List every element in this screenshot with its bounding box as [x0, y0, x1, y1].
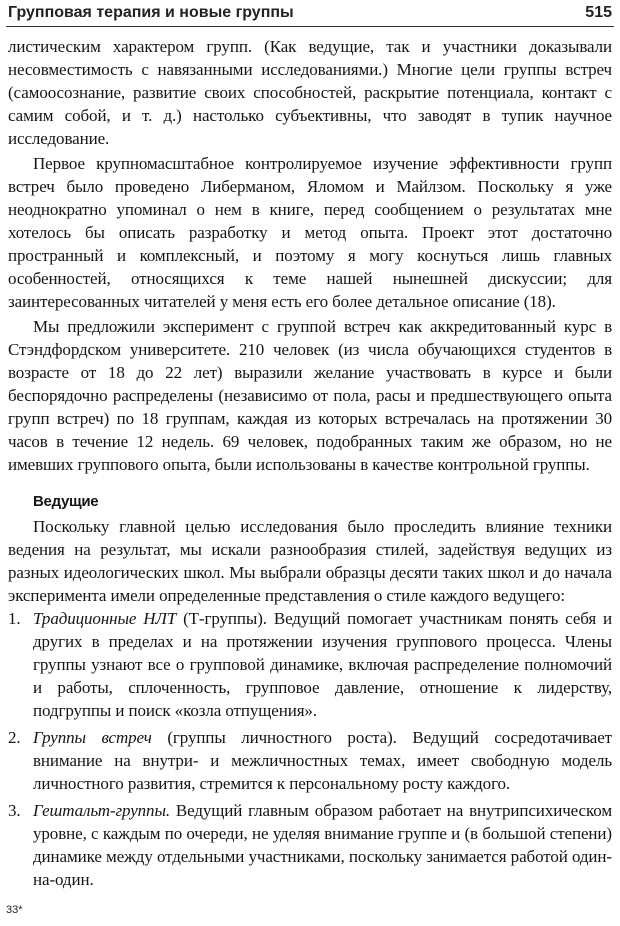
list-item-number: 2. [8, 728, 21, 747]
section-heading: Ведущие [33, 493, 99, 510]
running-title: Групповая терапия и новые группы [8, 4, 294, 21]
page-number: 515 [585, 4, 612, 21]
running-header [8, 2, 612, 24]
list-item-term: Группы встреч [33, 728, 152, 747]
header-rule [6, 26, 614, 27]
group-type-list [8, 607, 612, 891]
page-body [8, 35, 612, 895]
list-item-text: (Т-группы). Ведущий помогает участникам понять себя и других в пределах и на протяжении изучения группового процесса. Члены группы узнают все о групповой динамике, включая распределение полномочий и работы, сплоченность, групповое давление, отношение к лидерству, подгруппы и поиск «козла отпущения». [33, 609, 612, 720]
paragraph-study-intro: Первое крупномасштабное контролируемое изучение эффективности групп встреч было проведено Либерманом, Яломом и Майлзом. Поскольку я уже неоднократно упоминал о нем в книге, перед сообщением о результатах мне хотелось бы описать разработку и метод опыта. Проект этот достаточно пространный и комплексный, и поэтому я могу коснуться лишь главных особенностей, относящихся к теме нашей нынешней дискуссии; для заинтересованных читателей у меня есть его более детальное описание (18). [8, 154, 612, 311]
paragraph-experiment: Мы предложили эксперимент с группой встреч как аккредитованный курс в Стэндфордском университете. 210 человек (из числа обучающихся студентов в возрасте от 18 до 22 лет) выразили желание участвовать в курсе и были беспорядочно распределены (независимо от пола, расы и предшествующего опыта групп встреч) по 18 группам, каждая из которых встречалась на протяжении 30 часов в течение 12 недель. 69 человек, подобранных таким же образом, но не имевших группового опыта, были использованы в качестве контрольной группы. [8, 317, 612, 474]
list-item-term: Гештальт-группы. [33, 801, 171, 820]
list-item-term: Традиционные НЛТ [33, 609, 177, 628]
list-item-number: 3. [8, 801, 21, 820]
signature-mark: 33* [6, 904, 23, 916]
list-item-text: (группы личностного роста). Ведущий сосредотачивает внимание на внутри- и межличностных темах, имеет свободную модель личностного развития, стремится к персональному росту каждого. [33, 728, 613, 793]
list-item-text: Ведущий главным образом работает на внутрипсихическом уровне, с каждым по очереди, не уделяя внимание группе и (в большой степени) динамике между отдельными участниками, поскольку занимается работой один-на-один. [33, 801, 612, 889]
list-item-number: 1. [8, 609, 21, 628]
list-item [8, 607, 612, 722]
list-item [8, 799, 612, 891]
section-intro: Поскольку главной целью исследования было проследить влияние техники ведения на результат, мы искали разнообразия стилей, задействуя ведущих из разных идеологических школ. Мы выбрали образцы десяти таких школ и до начала эксперимента имели определенные представления о стиле каждого ведущего: [8, 517, 612, 605]
paragraph-continued: листическим характером групп. (Как ведущие, так и участники доказывали несовместимость с навязанными исследованиями.) Многие цели группы встреч (самоосознание, развитие своих способностей, раскрытие потенциала, контакт с самим собой, и т. д.) настолько субъективны, что заводят в тупик научное исследование. [8, 37, 612, 148]
list-item [8, 726, 612, 795]
